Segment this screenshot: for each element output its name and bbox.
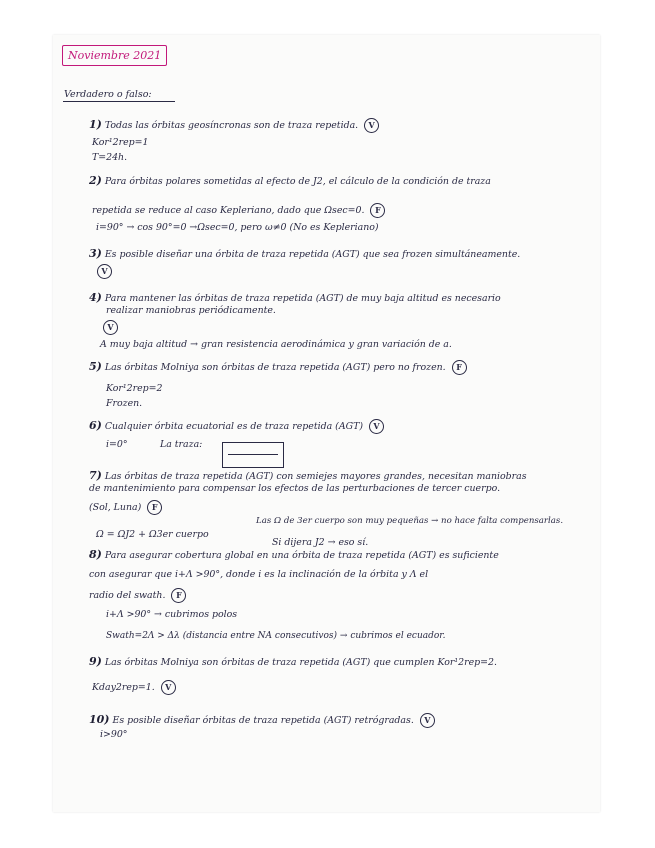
question-number: 5) [89,360,102,373]
question-text: Para asegurar cobertura global en una órbita de traza repetida (AGT) es suficiente [104,550,499,561]
answer-row [94,264,112,279]
note-line: Kor¹2rep=2 [106,383,163,394]
question-number: 9) [89,655,102,668]
question-text: Para mantener las órbitas de traza repetida (AGT) de muy baja altitud es necesario [104,293,501,304]
note-line: Ω = ΩJ2 + Ω3er cuerpo [96,529,209,540]
question-4 [89,292,501,303]
question-text-cont: de mantenimiento para compensar los efectos de las perturbaciones de tercer cuerpo. [89,483,501,494]
answer-row [89,500,162,515]
heading-underline [63,101,175,102]
question-3 [89,248,520,259]
question-number: 7) [89,469,102,482]
answer-mark: V [420,713,435,728]
question-9 [89,656,497,667]
section-heading: Verdadero o falso: [64,89,152,100]
question-10 [89,713,435,728]
question-number: 8) [89,548,102,561]
question-number: 3) [89,247,102,260]
question-6 [89,419,384,434]
question-number: 6) [89,419,102,432]
question-text-cont [92,203,385,218]
question-number: 1) [89,118,102,131]
ground-track-sketch [222,442,284,468]
answer-mark: V [161,680,176,695]
answer-mark: V [369,419,384,434]
question-text: Todas las órbitas geosíncronas son de traza repetida. [104,120,359,131]
question-number: 10) [89,713,110,726]
question-number: 2) [89,174,102,187]
note-line: A muy baja altitud → gran resistencia aerodinámica y gran variación de a. [100,339,452,350]
question-text: Las órbitas Molniya son órbitas de traza repetida (AGT) pero no frozen. [104,362,446,373]
question-8 [89,549,499,560]
answer-mark: F [147,500,162,515]
question-text-cont: con asegurar que i+Λ >90°, donde i es la inclinación de la órbita y Λ el [89,569,429,580]
question-number: 4) [89,291,102,304]
answer-mark: F [452,360,467,375]
question-text: Para órbitas polares sometidas al efecto de J2, el cálculo de la condición de traza [104,176,491,187]
answer-row [89,588,186,603]
answer-row [100,320,118,335]
note-line: Kor¹2rep=1 [92,137,149,148]
answer-row [92,680,176,695]
answer-mark: V [364,118,379,133]
note-line: T=24h. [92,152,128,163]
answer-mark: F [171,588,186,603]
answer-mark: V [97,264,112,279]
question-7 [89,470,527,481]
note-line: i+Λ >90° → cubrimos polos [106,609,238,620]
question-2 [89,175,491,186]
note-line: La traza: [160,439,203,450]
question-text: Las órbitas de traza repetida (AGT) con semiejes mayores grandes, necesitan maniobras [104,471,527,482]
note-line: Las Ω de 3er cuerpo son muy pequeñas → no hace falta compensarlas. [256,516,564,526]
note-line: i=90° → cos 90°=0 →Ωsec=0, pero ω≠0 (No es Kepleriano) [96,222,379,233]
question-1 [89,118,379,133]
answer-mark: F [370,203,385,218]
page-title: Noviembre 2021 [62,45,167,66]
note-line: Si dijera J2 → eso sí. [272,537,369,548]
note-line: Swath=2Λ > Δλ (distancia entre NA consecutivos) → cubrimos el ecuador. [106,631,446,641]
ground-track-line [228,454,278,455]
question-text: (Sol, Luna) [89,502,142,513]
question-text: Es posible diseñar órbitas de traza repetida (AGT) retrógradas. [112,715,414,726]
note-line: i=0° [106,439,128,450]
question-text: Es posible diseñar una órbita de traza repetida (AGT) que sea frozen simultáneamente. [104,249,521,260]
question-text: Cualquier órbita ecuatorial es de traza repetida (AGT) [104,421,363,432]
note-line: i>90° [100,729,128,740]
answer-mark: V [103,320,118,335]
question-text: radio del swath. [89,590,166,601]
question-text-cont: realizar maniobras periódicamente. [106,305,276,316]
question-5 [89,360,467,375]
question-text: repetida se reduce al caso Kepleriano, dado que Ωsec=0. [92,205,365,216]
question-text: Las órbitas Molniya son órbitas de traza repetida (AGT) que cumplen Kor¹2rep=2. [104,657,497,668]
note-line: Kday2rep=1. [92,682,155,693]
note-line: Frozen. [106,398,143,409]
